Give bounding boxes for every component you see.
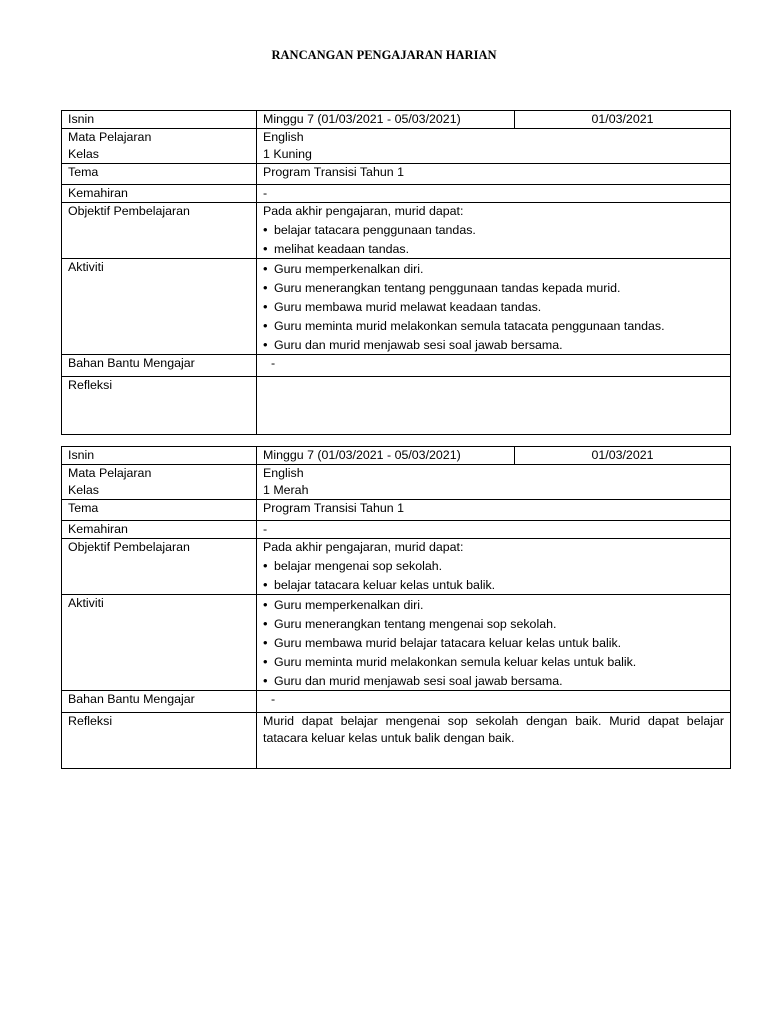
skill-value: - — [257, 185, 731, 203]
page-title: RANCANGAN PENGAJARAN HARIAN — [271, 48, 497, 62]
activity-item: • Guru membawa murid belajar tatacara keluar kelas untuk balik. — [263, 633, 724, 652]
label-theme: Tema — [62, 500, 257, 521]
activity-item: • Guru memperkenalkan diri. — [263, 259, 724, 278]
class-value: 1 Kuning — [263, 147, 312, 161]
subject-class-cell — [257, 465, 731, 500]
objective-intro: Pada akhir pengajaran, murid dapat: — [263, 204, 464, 218]
lesson-plan-table-2 — [61, 446, 731, 769]
label-materials: Bahan Bantu Mengajar — [62, 691, 257, 713]
theme-value: Program Transisi Tahun 1 — [257, 164, 731, 185]
label-reflection: Refleksi — [62, 377, 257, 435]
label-day: Isnin — [62, 447, 257, 465]
objective-item: • belajar tatacara penggunaan tandas. — [263, 220, 724, 239]
activity-item: • Guru meminta murid melakonkan semula tatacata penggunaan tandas. — [263, 316, 724, 335]
activity-item: • Guru dan murid menjawab sesi soal jawab bersama. — [263, 335, 724, 354]
date-cell: 01/03/2021 — [515, 447, 731, 465]
subject-value: English — [263, 466, 304, 480]
label-materials: Bahan Bantu Mengajar — [62, 355, 257, 377]
objective-item: • belajar mengenai sop sekolah. — [263, 556, 724, 575]
activity-cell — [257, 259, 731, 355]
objective-intro: Pada akhir pengajaran, murid dapat: — [263, 540, 464, 554]
activity-item: • Guru memperkenalkan diri. — [263, 595, 724, 614]
activity-item: • Guru meminta murid melakonkan semula keluar kelas untuk balik. — [263, 652, 724, 671]
theme-value: Program Transisi Tahun 1 — [257, 500, 731, 521]
label-activity: Aktiviti — [62, 259, 257, 355]
skill-value: - — [257, 521, 731, 539]
label-day: Isnin — [62, 111, 257, 129]
activity-item: • Guru menerangkan tentang mengenai sop sekolah. — [263, 614, 724, 633]
label-activity: Aktiviti — [62, 595, 257, 691]
week-cell: Minggu 7 (01/03/2021 - 05/03/2021) — [257, 111, 515, 129]
class-value: 1 Merah — [263, 483, 309, 497]
label-subject: Mata Pelajaran — [68, 466, 152, 480]
label-skill: Kemahiran — [62, 521, 257, 539]
activity-item: • Guru membawa murid melawat keadaan tandas. — [263, 297, 724, 316]
reflection-value: Murid dapat belajar mengenai sop sekolah dengan baik. Murid dapat belajar tatacara keluar kelas untuk balik dengan baik. — [257, 713, 731, 769]
objective-item: • belajar tatacara keluar kelas untuk balik. — [263, 575, 724, 594]
objective-cell — [257, 539, 731, 595]
label-theme: Tema — [62, 164, 257, 185]
label-subject: Mata Pelajaran — [68, 130, 152, 144]
objective-cell — [257, 203, 731, 259]
objective-item: • melihat keadaan tandas. — [263, 239, 724, 258]
date-cell: 01/03/2021 — [515, 111, 731, 129]
week-cell: Minggu 7 (01/03/2021 - 05/03/2021) — [257, 447, 515, 465]
materials-value: - — [257, 691, 731, 713]
label-subject-class — [62, 465, 257, 500]
label-skill: Kemahiran — [62, 185, 257, 203]
label-objective: Objektif Pembelajaran — [62, 539, 257, 595]
label-objective: Objektif Pembelajaran — [62, 203, 257, 259]
label-class: Kelas — [68, 483, 99, 497]
subject-value: English — [263, 130, 304, 144]
subject-class-cell — [257, 129, 731, 164]
label-reflection: Refleksi — [62, 713, 257, 769]
label-subject-class — [62, 129, 257, 164]
lesson-plan-table-1 — [61, 110, 731, 435]
activity-item: • Guru dan murid menjawab sesi soal jawab bersama. — [263, 671, 724, 690]
label-class: Kelas — [68, 147, 99, 161]
reflection-value — [257, 377, 731, 435]
activity-item: • Guru menerangkan tentang penggunaan tandas kepada murid. — [263, 278, 724, 297]
activity-cell — [257, 595, 731, 691]
materials-value: - — [257, 355, 731, 377]
